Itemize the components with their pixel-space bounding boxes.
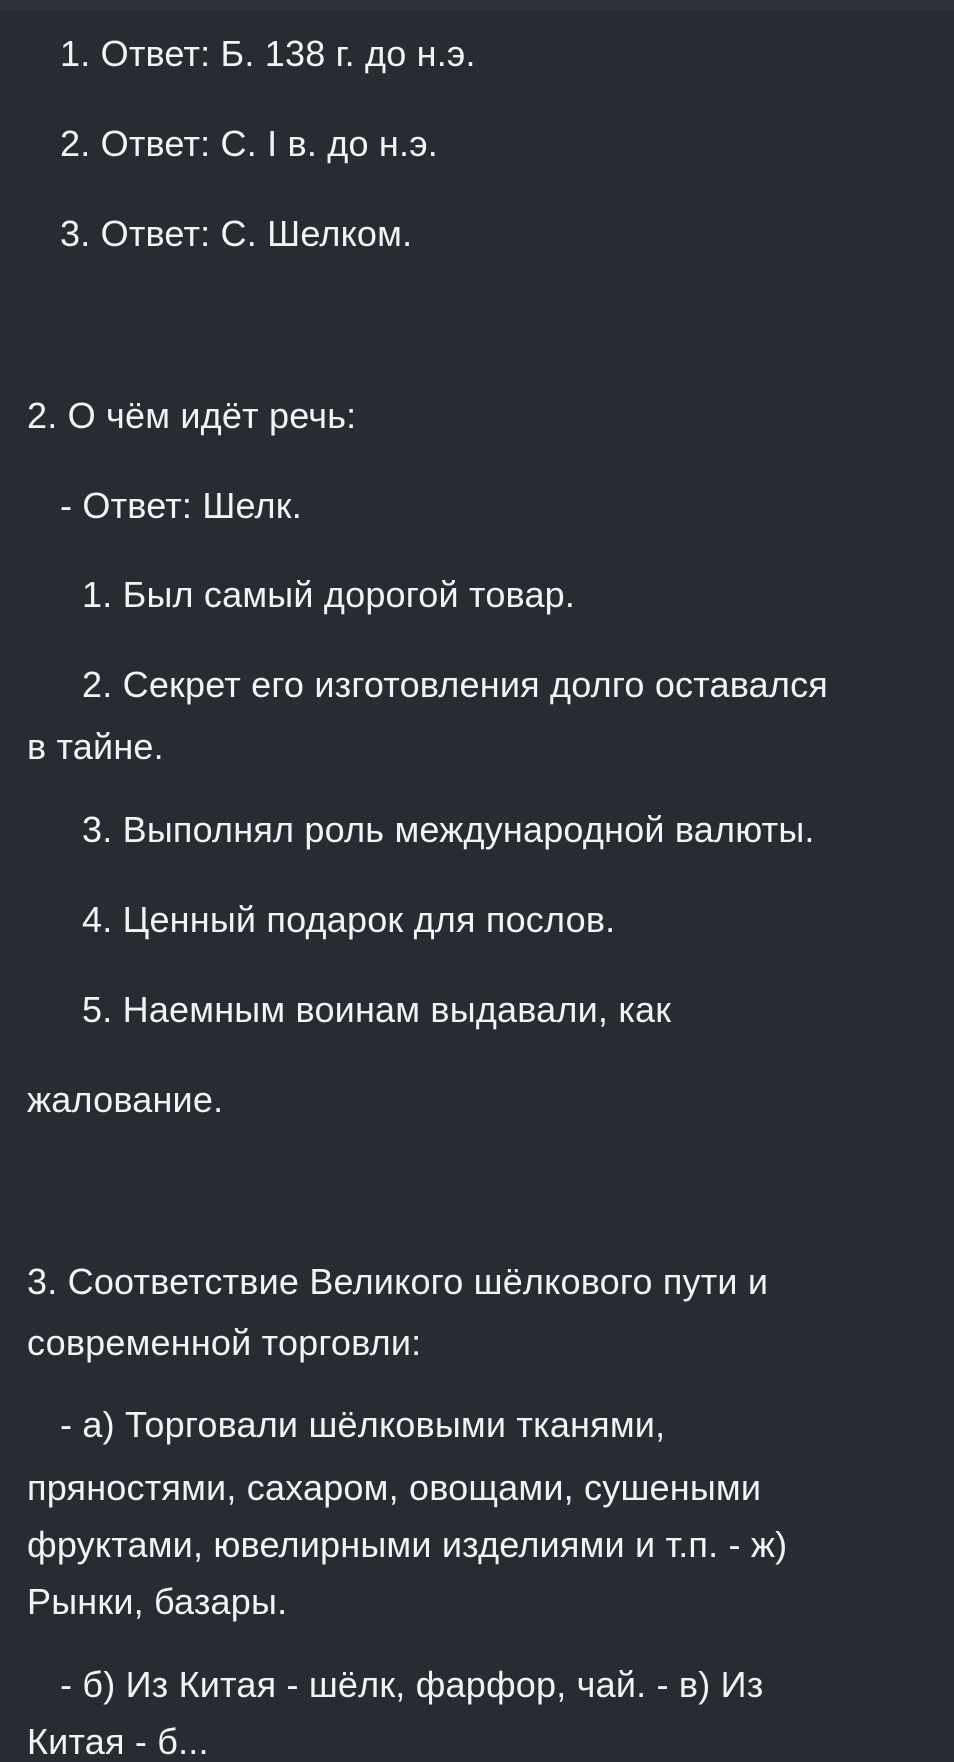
section-3-item-a: - а) Торговали шёлковыми тканями, <box>60 1404 666 1445</box>
section-3-item-a-cont-3: Рынки, базары. <box>27 1581 288 1622</box>
section-2-item-2-cont: в тайне. <box>27 726 164 767</box>
section-2-item-5-cont: жалование. <box>27 1079 224 1120</box>
section-3-heading-cont: современной торговли: <box>27 1322 422 1363</box>
section-2-item-4: 4. Ценный подарок для послов. <box>82 899 616 940</box>
section-2-item-2: 2. Секрет его изготовления долго оставался <box>82 664 828 705</box>
top-strip <box>0 0 954 10</box>
answer-line-2: 2. Ответ: С. I в. до н.э. <box>60 123 438 164</box>
section-3-item-a-cont-2: фруктами, ювелирными изделиями и т.п. - ж) <box>27 1524 788 1565</box>
section-2-answer: - Ответ: Шелк. <box>60 485 302 526</box>
section-3-heading: 3. Соответствие Великого шёлкового пути и <box>27 1261 769 1302</box>
section-2-item-1: 1. Был самый дорогой товар. <box>82 574 576 615</box>
section-3-item-a-cont-1: пряностями, сахаром, овощами, сушеными <box>27 1467 762 1508</box>
answer-line-3: 3. Ответ: С. Шелком. <box>60 213 413 254</box>
section-2-item-5: 5. Наемным воинам выдавали, как <box>82 989 672 1030</box>
section-3-item-b: - б) Из Китая - шёлк, фарфор, чай. - в) Из <box>60 1664 764 1705</box>
section-2-heading: 2. О чём идёт речь: <box>27 395 357 436</box>
section-2-item-3: 3. Выполнял роль международной валюты. <box>82 809 815 850</box>
section-3-item-b-cont: Китая - б... <box>27 1721 209 1762</box>
answer-line-1: 1. Ответ: Б. 138 г. до н.э. <box>60 33 476 74</box>
